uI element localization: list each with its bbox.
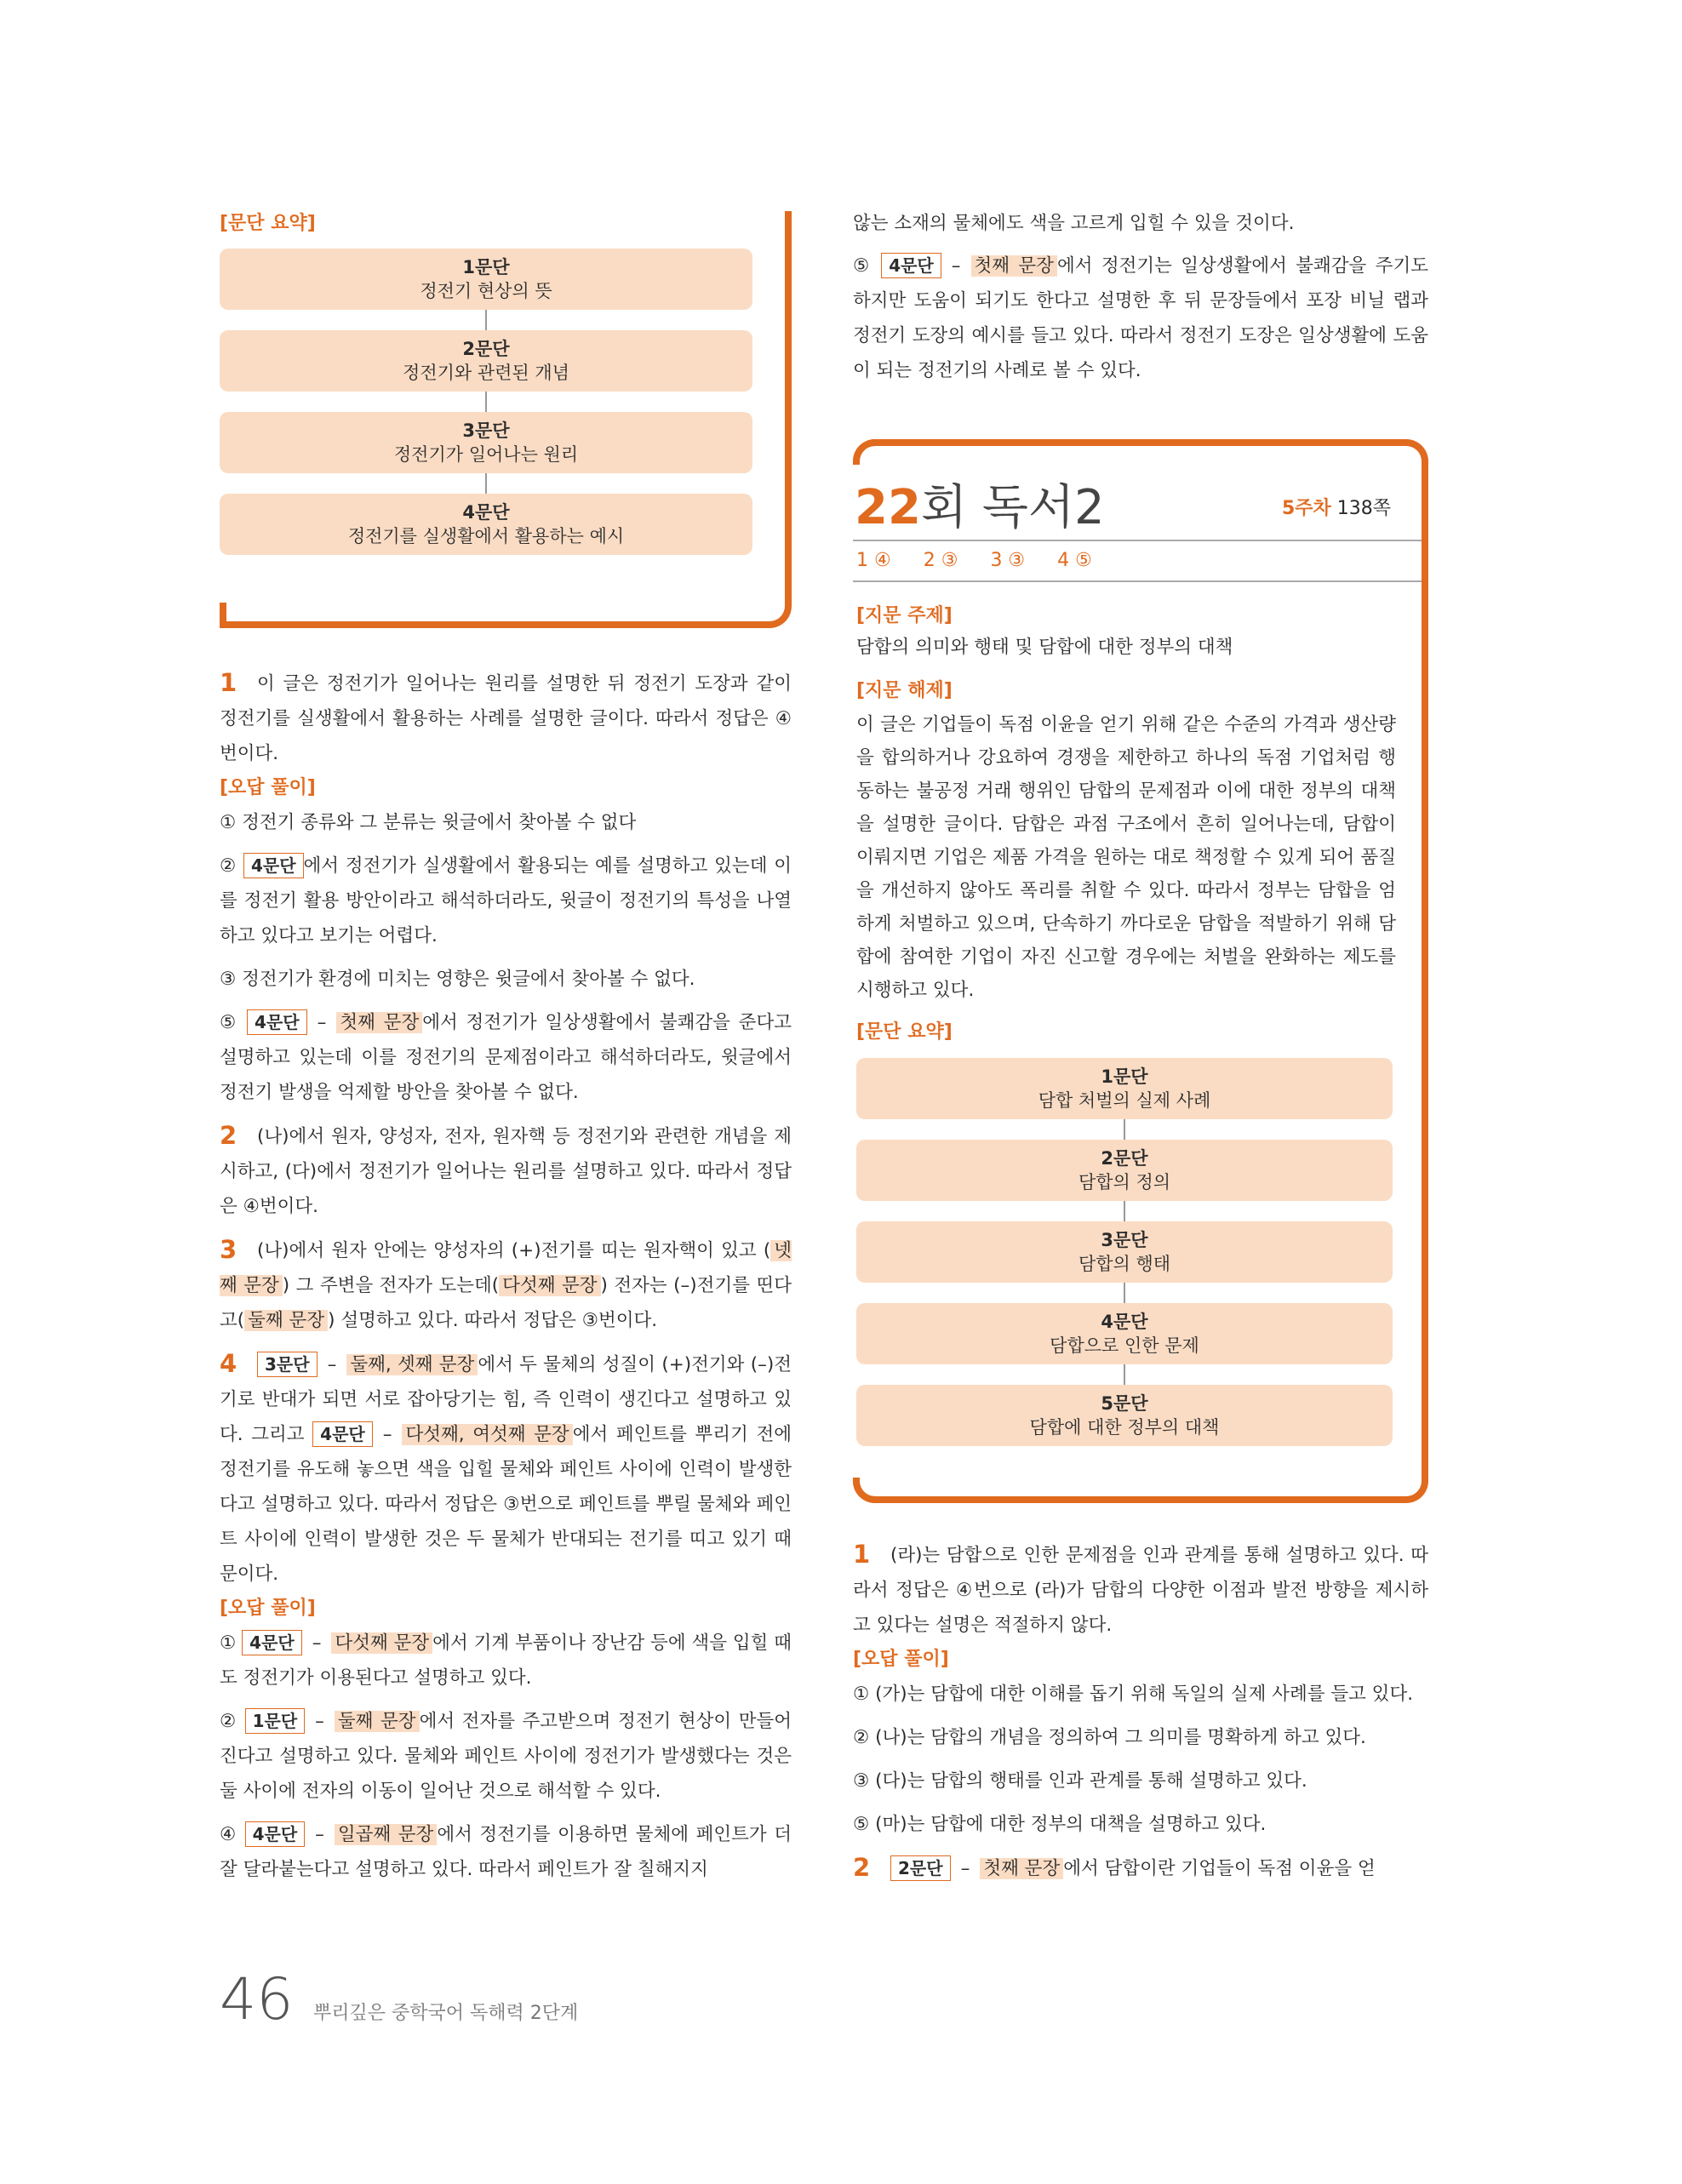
sentence-highlight: 넷째 문장: [220, 1240, 792, 1296]
wrong-item: ④ 4문단 – 일곱째 문장 에서 정전기를 이용하면 물체에 페인트가 더 잘 달라붙는다고 설명하고 있다. 따라서 페인트가 잘 칠해지지: [220, 1817, 792, 1887]
answer-key-item: 2 ③: [923, 550, 958, 571]
wrong-answer-heading: [오답 풀이]: [853, 1649, 949, 1670]
quiz-header: [853, 446, 1422, 541]
wrong-item: ⑤ (마)는 담합에 대한 정부의 대책을 설명하고 있다.: [853, 1814, 1267, 1835]
answer-text: 이 글은 정전기가 일어나는 원리를 설명한 뒤 정전기 도장과 같이 정전기를 실생활에서 활용하는 사례를 설명한 글이다. 따라서 정답은 ④번이다.: [220, 673, 792, 764]
page-number: 46: [220, 1966, 294, 2033]
paragraph-tag: 2문단: [890, 1855, 951, 1881]
wrong-item: ③ (다)는 담합의 행태를 인과 관계를 통해 설명하고 있다.: [853, 1770, 1307, 1792]
paragraph-tag: 4문단: [247, 1009, 307, 1035]
paragraph-tag: 4문단: [881, 253, 941, 278]
sentence-highlight: 첫째 문장: [971, 255, 1057, 277]
summary-box: [220, 249, 752, 310]
summary-list: [856, 1058, 1393, 1446]
quiz-subject: 독서2: [981, 480, 1105, 535]
question-number: 3: [220, 1235, 237, 1264]
summary-box: [220, 330, 752, 392]
quiz-card: [853, 439, 1428, 1503]
wrong-item: ① 정전기 종류와 그 분류는 윗글에서 찾아볼 수 없다: [220, 812, 637, 833]
connector-line: [1124, 1119, 1125, 1140]
answer-2: 2 2문단 – 첫째 문장 에서 담합이란 기업들이 독점 이윤을 얻: [853, 1850, 1428, 1886]
paragraph-tag: 4문단: [245, 1821, 306, 1847]
sentence-highlight: 둘째, 셋째 문장: [346, 1354, 478, 1375]
sentence-highlight: 첫째 문장: [336, 1012, 422, 1033]
summary-box-desc: 정전기와 관련된 개념: [403, 363, 569, 383]
connector-line: [485, 473, 487, 494]
paragraph-tag: 4문단: [242, 1630, 302, 1655]
wrong-item: ① (가)는 담합에 대한 이해를 돕기 위해 독일의 실제 사례를 들고 있다.: [853, 1684, 1414, 1705]
wrong-answer-heading: [오답 풀이]: [220, 1598, 316, 1619]
paragraph-tag: 1문단: [245, 1708, 306, 1734]
summary-box-title: 3문단: [462, 420, 510, 441]
connector-line: [485, 310, 487, 330]
summary-box: [220, 494, 752, 555]
sentence-highlight: 둘째 문장: [244, 1310, 328, 1331]
question-number: 1: [220, 668, 237, 697]
analysis-heading: [지문 해제]: [856, 680, 953, 701]
topic-heading: [지문 주제]: [856, 605, 953, 626]
answer-key: [853, 541, 1422, 582]
analysis-text: 이 글은 기업들이 독점 이윤을 얻기 위해 같은 수준의 가격과 생산량을 합의하거나 강요하여 경쟁을 제한하고 하나의 독점 기업처럼 행동하는 불공정 거래 행위인 담합의 문제점과 이에 대한 정부의 대책을 설명한 글이다. 담합은 과점 구조에서 흔히 일어나는데, 담합이 이뤄지면 기업은 제품 가격을 원하는 대로 책정할 수 있게 되어 품질을 개선하지 않아도 폭리를 취할 수 있다. 따라서 정부는 담합을 엄하게 처벌하고 있으며, 단속하기 까다로운 담합을 적발하기 위해 담합에 참여한 기업이 자진 신고할 경우에는 처벌을 완화하는 제도를 시행하고 있다.: [856, 714, 1396, 1001]
wrong-item: ⑤ 4문단 – 첫째 문장 에서 정전기가 일상생활에서 불쾌감을 준다고 설명하고 있는데 이를 정전기의 문제점이라고 해석하더라도, 윗글에서 정전기 발생을 억제할 방안을 찾아볼 수 없다.: [220, 1005, 792, 1110]
summary-heading: [문단 요약]: [856, 1021, 953, 1043]
answer-2: 2 (나)에서 원자, 양성자, 전자, 원자핵 등 정전기와 관련한 개념을 제시하고, (다)에서 정전기가 일어나는 원리를 설명하고 있다. 따라서 정답은 ④번이다.: [220, 1118, 792, 1224]
answer-key-item: 3 ③: [990, 550, 1026, 571]
wrong-item: ② (나)는 담합의 개념을 정의하여 그 의미를 명확하게 하고 있다.: [853, 1727, 1366, 1748]
sentence-highlight: 일곱째 문장: [335, 1824, 437, 1845]
quiz-hoe: 회: [920, 480, 968, 535]
question-number: 4: [220, 1349, 237, 1378]
connector-line: [1124, 1201, 1125, 1221]
summary-box: 4문단 담합으로 인한 문제: [856, 1303, 1393, 1364]
answer-3: 3 (나)에서 원자 안에는 양성자의 (+)전기를 띠는 원자핵이 있고 ( 넷째 문장 ) 그 주변을 전자가 도는데( 다섯째 문장 ) 전자는 (–)전기를 띤다고( 둘째 문장 ) 설명하고 있다. 따라서 정답은 ③번이다.: [220, 1232, 792, 1338]
sentence-highlight: 첫째 문장: [980, 1858, 1063, 1879]
question-number: 2: [853, 1853, 871, 1882]
summary-section: [220, 211, 792, 628]
continued-text: 않는 소재의 물체에도 색을 고르게 입힐 수 있을 것이다.: [853, 213, 1295, 234]
connector-line: [485, 392, 487, 412]
summary-box: [220, 412, 752, 473]
connector-line: [1124, 1364, 1125, 1385]
wrong-item: ② 1문단 – 둘째 문장 에서 전자를 주고받으며 정전기 현상이 만들어진다고 설명하고 있다. 물체와 페인트 사이에 정전기가 발생했다는 것은 둘 사이에 전자의 이동이 일어난 것으로 해석할 수 있다.: [220, 1704, 792, 1809]
paragraph-tag: 4문단: [312, 1421, 373, 1447]
summary-heading: [문단 요약]: [220, 213, 316, 234]
summary-box-title: 2문단: [462, 339, 510, 359]
quiz-body: [853, 582, 1422, 1446]
answer-key-item: 4 ⑤: [1057, 550, 1092, 571]
quiz-title: [855, 470, 1105, 538]
summary-box: 2문단 담합의 정의: [856, 1140, 1393, 1201]
sentence-highlight: 둘째 문장: [335, 1711, 420, 1732]
answer-1: [220, 666, 792, 771]
summary-box: 1문단 담합 처벌의 실제 사례: [856, 1058, 1393, 1119]
answer-1: 1 (라)는 담합으로 인한 문제점을 인과 관계를 통해 설명하고 있다. 따라서 정답은 ④번으로 (라)가 담합의 다양한 이점과 발전 방향을 제시하고 있다는 설명은 적절하지 않다.: [853, 1537, 1428, 1643]
sentence-highlight: 다섯째 문장: [331, 1632, 432, 1654]
answer-4: 4 3문단 – 둘째, 셋째 문장 에서 두 물체의 성질이 (+)전기와 (–)전기로 반대가 되면 서로 잡아당기는 힘, 즉 인력이 생긴다고 설명하고 있다. 그리고 4문단 – 다섯째, 여섯째 문장 에서 페인트를 뿌리기 전에 정전기를 유도해 놓으면 색을 입힐 물체와 페인트 사이에 인력이 발생한다고 설명하고 있다. 따라서 정답은 ③번으로 페인트를 뿌릴 물체와 페인트 사이에 인력이 발생한 것은 두 물체가 반대되는 전기를 띠고 있기 때문이다.: [220, 1346, 792, 1592]
summary-list: [220, 249, 752, 555]
topic-text: 담합의 의미와 행태 및 담합에 대한 정부의 대책: [856, 637, 1233, 658]
summary-box-desc: 정전기를 실생활에서 활용하는 예시: [347, 526, 625, 546]
summary-box: 3문단 담합의 행태: [856, 1221, 1393, 1283]
right-column: [853, 211, 1428, 1886]
sentence-highlight: 다섯째 문장: [499, 1275, 600, 1296]
wrong-item: ⑤ 4문단 – 첫째 문장 에서 정전기는 일상생활에서 불쾌감을 주기도 하지만 도움이 되기도 한다고 설명한 후 뒤 문장들에서 포장 비닐 랩과 정전기 도장의 예시를 들고 있다. 따라서 정전기 도장은 일상생활에 도움이 되는 정전기의 사례로 볼 수 있다.: [853, 249, 1428, 388]
question-number: 1: [853, 1540, 871, 1569]
paragraph-tag: 4문단: [243, 853, 304, 878]
summary-box-title: 4문단: [462, 502, 510, 523]
book-title: 뿌리깊은 중학국어 독해력 2단계: [313, 2003, 579, 2024]
left-column: [220, 211, 792, 1887]
paragraph-tag: 3문단: [257, 1352, 318, 1377]
summary-box-desc: 정전기가 일어나는 원리: [393, 444, 579, 465]
quiz-week: 5주차 138쪽: [1281, 498, 1391, 519]
answer-key-item: 1 ④: [856, 550, 891, 571]
page-footer: [220, 1966, 579, 2033]
wrong-answer-heading: [오답 풀이]: [220, 777, 316, 798]
question-number: 2: [220, 1121, 237, 1150]
summary-box: 5문단 담합에 대한 정부의 대책: [856, 1385, 1393, 1446]
wrong-item: ③ 정전기가 환경에 미치는 영향은 윗글에서 찾아볼 수 없다.: [220, 969, 695, 990]
summary-box-desc: 정전기 현상의 뜻: [420, 281, 552, 301]
quiz-number: 22: [855, 480, 921, 535]
connector-line: [1124, 1283, 1125, 1303]
wrong-item: ① 4문단 – 다섯째 문장 에서 기계 부품이나 장난감 등에 색을 입힐 때도 정전기가 이용된다고 설명하고 있다.: [220, 1626, 792, 1695]
wrong-item: ② 4문단 에서 정전기가 실생활에서 활용되는 예를 설명하고 있는데 이를 정전기 활용 방안이라고 해석하더라도, 윗글이 정전기의 특성을 나열하고 있다고 보기는 어렵다.: [220, 849, 792, 953]
sentence-highlight: 다섯째, 여섯째 문장: [402, 1424, 572, 1445]
summary-box-title: 1문단: [462, 257, 510, 277]
